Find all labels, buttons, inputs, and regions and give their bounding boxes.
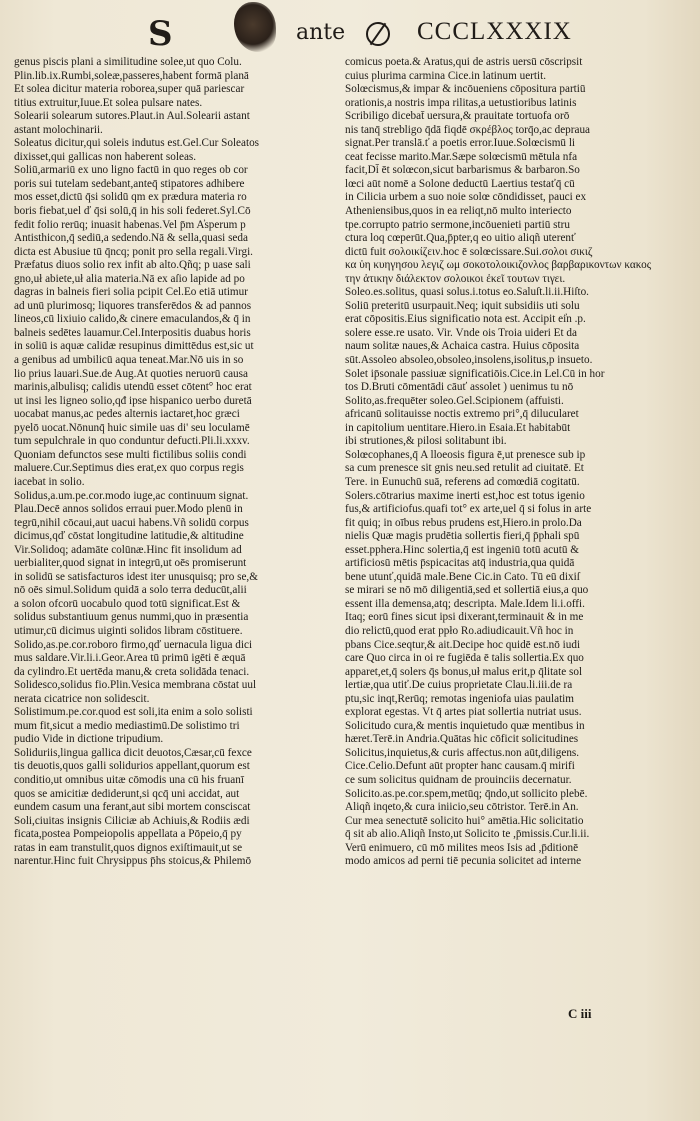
text-line: mos esset,dictū q̄si solidū qm ex prædura materia ro: [14, 191, 247, 204]
text-line: africanū solitauisse noctis extremo pri°,q̄ dilucularet: [345, 408, 579, 421]
text-line: Soli,ciuitas insignis Ciliciæ ab Achiuis,& Rodiis ædi: [14, 814, 250, 827]
text-line: fit quiq; in oībus rebus prudens est,Hiero.in prolo.Da: [345, 516, 582, 529]
text-line: narentur.Hinc fuit Chrysippus p̄hs stoicus,& Philemō: [14, 855, 252, 868]
folio-number: CCCLXXXIX: [417, 18, 572, 45]
text-line: Solidus,a.um.pe.cor.modo iuge,ac continuum signat.: [14, 489, 249, 502]
text-line: lio prius lauari.Sue.de Aug.At quoties neruorū causa: [14, 367, 248, 380]
text-line: Aliqñ inqeto,& cura iniicio,seu cōtristor. Terē.in An.: [345, 801, 579, 814]
text-line: lœci aūt nomē a Solone deductū Laertius testaťq̄ cū: [345, 177, 575, 190]
text-line: nerata cicatrice non solidescit.: [14, 692, 150, 705]
text-line: care Quo circa in oi re fugiēda ē talis sollertia.Ex quo: [345, 652, 584, 665]
text-line: dicta est Abusiue tū q̄ncq; ponit pro sella regali.Virgi.: [14, 245, 253, 258]
text-line: Antisthicon,q̄ sediū,a sedendo.Nā & sella,quasi seda: [14, 232, 248, 245]
text-line: Itaq; eorū fines sicut ipsi dixerant,terminauit & in me: [345, 611, 584, 624]
text-line: ad unū plurimosq; liquores transferēdos & ad pannos: [14, 299, 252, 312]
text-line: maluere.Cur.Septimus dies erat,ex quo corpus regis: [14, 462, 244, 475]
text-line: ce sum solicitus quidnam de prouinciis decernatur.: [345, 773, 572, 786]
text-line: utimur,cū dicimus uiginti solidos libram cōstituere.: [14, 624, 243, 637]
text-line: dagras in balneis fieri solia pcipit Cel.Eo etiā utimur: [14, 286, 248, 299]
text-line: pudio Vide in dictione tripudium.: [14, 733, 164, 746]
text-line: fedit folio rerūq; inuasit habenas.Vel p̄m A̓sperum p: [14, 218, 246, 231]
text-line: mus saldare.Vir.li.i.Geor.Area tū primū igēti ē æquā: [14, 652, 246, 665]
text-line: comicus poeta.& Aratus,qui de astris uersū cōscripsit: [345, 56, 583, 68]
right-column: [345, 56, 665, 1056]
text-line: explorat egestas. Vt q̄ artes piat sollertia nutriat usus.: [345, 706, 582, 719]
text-line: ceat fecisse marito.Mar.Sæpe solœcismū mētula nfa: [345, 150, 578, 163]
text-line: Cur mea senectutē solicito hui° amētia.Hic solicitatio: [345, 814, 584, 827]
header-word: ante: [296, 20, 346, 45]
text-line: bene utunť,quidā male.Bene Cic.in Cato. Tū eū dixiſ: [345, 570, 580, 583]
text-line: ptu,sic inqt,Rerūq; remotas ingeniofa uias paulatim: [345, 692, 574, 705]
text-line: ficata,postea Pompeiopolis appellata a Pōpeio,q̄ py: [14, 828, 242, 841]
text-line: Et solea dicitur materia roborea,super quā pariescar: [14, 83, 245, 96]
text-line: Cice.Celio.Defunt aūt propter hanc causam.q̄ mirifi: [345, 760, 575, 773]
text-line: Plau.Decē annos solidos erraui puer.Modo plenū in: [14, 503, 243, 516]
text-line: erat cōpositis.Eius significatio nota est. Accipit ei̓n .p.: [345, 313, 586, 326]
text-line: dicimus,qď cōstat longitudine latitudie,& altitudine: [14, 530, 244, 543]
text-line: sūt.Assoleo absoleo,obsoleo,insolens,isolitus,p insueto.: [345, 354, 593, 367]
text-line: cuius plurima carmina Cice.in latinum uertit.: [345, 69, 547, 82]
text-line: lertiæ,qua utiť.De cuius proprietate Clau.li.iii.de ra: [345, 679, 573, 692]
text-line: uerbialiter,quod signat in integrū,ut oēs promiserunt: [14, 557, 247, 570]
text-line: genus piscis plani a similitudine solee,ut quo Colu.: [14, 56, 242, 68]
text-line: balneis sedētes lauamur.Cel.Interpositis duabus horis: [14, 326, 251, 339]
text-line: την ἀτικην διάλεκτον σολοικοι ἐκεῖ τουτων τιγει.: [345, 272, 566, 285]
text-line: Soliū preteritū usurpauit.Neq; iquit subsidiis uti solu: [345, 299, 580, 312]
text-line: Solicitudo cura,& mentis inquietudo quæ mentibus in: [345, 719, 585, 732]
text-line: apparet,et,q̄ solers q̄s bonus,uł malus erit,p q̄litate sol: [345, 665, 583, 678]
text-line: Plin.lib.ix.Rumbi,soleæ,passeres,habent formā planā: [14, 69, 249, 82]
text-line: uocabat manus,ac pedes alternis iactaret,hoc græci: [14, 408, 240, 421]
text-line: Soleatus dicitur,qui soleis indutus est.Gel.Cur Soleatos: [14, 137, 260, 150]
text-line: Solido,as.pe.cor.roboro firmo,qď uernacula ligua dici: [14, 638, 253, 651]
text-line: titius extruitur,Iuue.Et solea pulsare nates.: [14, 96, 203, 109]
text-line: astant molochinarii.: [14, 123, 103, 136]
text-line: ut insi les ligneo solio,qđ ipse hispanico uerbo duretā: [14, 394, 252, 407]
text-line: essent illa demensa,atq; descripta. Male.Idem li.i.offi.: [345, 597, 585, 610]
text-line: marinis,albulisq; calidis utendū esset cōtent° hoc erat: [14, 381, 252, 394]
text-line: in solidū se satisfacturos idest iter unusquisq; pro se,&: [14, 570, 258, 583]
text-line: quos se amicitiæ dediderunt,si qcq̄ uni accidat, aut: [14, 787, 240, 800]
text-line: pbans Cice.seqtur,& ait.Decipe hoc quidē est.nō iudi: [345, 638, 581, 651]
text-line: eundem casum una ferant,aut sibi mortem consciscat: [14, 801, 251, 814]
text-line: Solito,as.frequēter soleo.Gel.Scipionem (affuisti.: [345, 394, 564, 407]
text-line: Solœcismus,& impar & incōueniens cōpositura partiū: [345, 83, 586, 96]
text-line: tos D.Bruti cōmentādi cāuť assolet ) uenimus tu nō: [345, 381, 574, 394]
text-line: nielis Quæ magis prudētia sollertis fieri,q̄ p̄phali spū: [345, 530, 580, 543]
text-line: dio relictū,quod erat ppło Ro.adiudicauit.Vñ hoc in: [345, 624, 574, 637]
text-line: tum sepulchrale in quo conduntur defucti.Pli.li.xxxv.: [14, 435, 250, 448]
text-line: ibi strutiones,& pilosi solitabunt ibi.: [345, 435, 507, 448]
text-line: q̄ sit ab alio.Aliqñ Insto,ut Solicito te ,p̄missis.Cur.li.ii.: [345, 828, 590, 841]
text-line: tegrū,nihil cōcaui,aut uacui habens.Vñ solidū corpus: [14, 516, 249, 529]
text-line: Quoniam defunctos sese multi fictilibus soliis condi: [14, 448, 247, 461]
text-line: dictū fuit σολοικίζειν.hoc ē solœcissare.Sui.σολοι σικιζ: [345, 245, 593, 258]
text-line: Solers.cōtrarius maxime inerti est,hoc est totus igenio: [345, 489, 585, 502]
text-line: facit,Di͏̄ ēt solœcon,sicut barbarismus & barbaron.So: [345, 164, 580, 177]
text-line: dixisset,qui gallicas non haberent soleas.: [14, 150, 197, 163]
text-line: Verū enimuero, cū mō milites meos Isis ad ,p̄ditionē: [345, 841, 579, 854]
text-line: Solearii solearum sutores.Plaut.in Aul.Solearii astant: [14, 110, 250, 123]
text-line: se mirari se nō mō diligentiā,sed et sollertiā eius,a quo: [345, 584, 589, 597]
text-line: tpe.corrupto patrio sermone,incōuenieti partiū stru: [345, 218, 570, 231]
text-line: orationis,a nostris impa rilitas,a uetustioribus latinis: [345, 96, 577, 109]
text-line: conditio,ut omnibus uitæ cōmodis una cū his fruanī: [14, 773, 244, 786]
text-line: poris sui tutelam sedebant,anteq̄ stipatores adhibere: [14, 177, 245, 190]
text-line: da cylindro.Et uertēda manu,& creta solidāda tenaci.: [14, 665, 250, 678]
text-line: tis deuotis,quos galli solidurios appellant,quorum est: [14, 760, 250, 773]
text-line: lineos,cū lixiuio calido,& cinere emaculandos,& q̄ in: [14, 313, 251, 326]
text-line: hæret.Terē.in Andria.Quātas hic cōficit solicitudines: [345, 733, 579, 746]
text-line: in soliū is aquæ calidæ resupinus dimittēdus est,sic ut: [14, 340, 254, 353]
text-line: Scribiligo dicebat̄ uersura,& prauitate tortuofa orō: [345, 110, 570, 123]
text-line: in Cilicia urbem a suo noie solœ cōndidisset, pauci ex: [345, 191, 587, 204]
text-line: ratas in eam transtulit,quos dignos exiſtimauit,ut se: [14, 841, 243, 854]
text-line: a genibus ad umbilicū aqua teneat.Mar.Nō uis in so: [14, 354, 244, 367]
text-line: nō oēs simul.Solidum quidā a solo terra deducūt,alii: [14, 584, 247, 597]
text-line: Solœcophanes,q̄ A lloeosis figura ē,ut prenesce sub ip: [345, 448, 586, 461]
text-line: Tere. in Eunuchū suā, referens ad comœdiā cogitatū.: [345, 475, 580, 488]
text-line: mum fit,sicut a medio mediastimū.De solistimo tri: [14, 719, 240, 732]
text-line: solidus substantiuum genus nummi,quo in præsentia: [14, 611, 249, 624]
text-line: Solet ip̄sonale passiuæ significatiōis.Cice.in Lel.Cū in hor: [345, 367, 605, 380]
text-line: signat.Per translā.ť a poetis error.Iuue.Solœcismū li: [345, 137, 576, 150]
text-line: Vir.Solidoq; adamāte colūnæ.Hinc fit insolidum ad: [14, 543, 242, 556]
text-line: pyelō uocat.Nōnunq̄ huic simile uas di' seu loculamē: [14, 421, 250, 434]
text-line: Soliū,armariū ex uno ligno factū in quo reges ob cor: [14, 164, 248, 177]
text-line: Solicitus,inquietus,& curis affectus.non aūt,diligens.: [345, 746, 580, 759]
text-line: a solon ofcorū uocabulo quod totū significat.Est &: [14, 597, 241, 610]
text-line: iacebat in solio.: [14, 475, 85, 488]
text-line: esset.pphera.Hinc solertia,q̄ est ingeniū totū acutū &: [345, 543, 579, 556]
text-line: gno,uł abiete,uł alia materia.Nā ex aſio lapide ad po: [14, 272, 245, 285]
text-line: modo amicos ad perni tiē pecunia solicitet ad interne: [345, 855, 582, 868]
text-line: solere esse.re usato. Vir. Vnde ois Troia uideri Et da: [345, 326, 577, 339]
text-line: in capitolium uentitare.Hiero.in Esaia.Et habitabūt: [345, 421, 571, 434]
text-line: Solicito.as.pe.cor.spem,metūq; q̄ndo,ut sollicito plebē.: [345, 787, 588, 800]
text-line: ctura loq cœperūt.Qua,p̄pter,q eo uitio aliqñ uterenť: [345, 232, 576, 245]
text-line: Soliduriis,lingua gallica dicit deuotos,Cæsar,cū fexce: [14, 746, 252, 759]
text-line: Atheniensibus,quos in ea reliqt,nō multo interiecto: [345, 205, 572, 218]
text-line: Soleo.es.solitus, quasi solus.i.totus eo.Saluſt.li.ii.Hiſto.: [345, 286, 589, 299]
section-mark-icon: [366, 22, 390, 46]
text-line: fus,& artificiofus.quafi tot° ex arte,uel q̄ si folus in arte: [345, 503, 592, 516]
text-line: Solidesco,solidus fio.Plin.Vesica membrana cōstat uul: [14, 679, 257, 692]
left-column: [14, 56, 334, 1056]
running-header: [0, 14, 700, 54]
text-line: artificiosū mētis p̄spicacitas atq̄ industria,qua quidā: [345, 557, 575, 570]
text-line: κα ὑη κυηγησου λεγιζ ωμ σοκοτολοικιζονλος βαρβαρικοντων κακος: [345, 259, 652, 272]
text-line: Solistimum.pe.cor.quod est soli,ita enim a solo solisti: [14, 706, 253, 719]
text-line: sa cum prenesce sit gnis neu.sed retulit ad ciuitatē. Et: [345, 462, 584, 475]
text-line: naum solitæ naues,& Achaica castra. Huius cōposita: [345, 340, 580, 353]
text-line: boris fiebat,uel ď q̄si solū,q̄ in his soli federet.Syl.Cō: [14, 205, 251, 218]
text-line: Præfatus diuos solio rex infit ab alto.Qñq; p uase sali: [14, 259, 251, 272]
ink-stain: [234, 2, 276, 52]
text-line: nis tanq̄ strebligo q̄dā fiqdē σκρέβλος torq̄o,ac depraua: [345, 123, 591, 136]
header-letter: S: [148, 14, 173, 54]
signature-mark: C iii: [568, 1006, 592, 1021]
